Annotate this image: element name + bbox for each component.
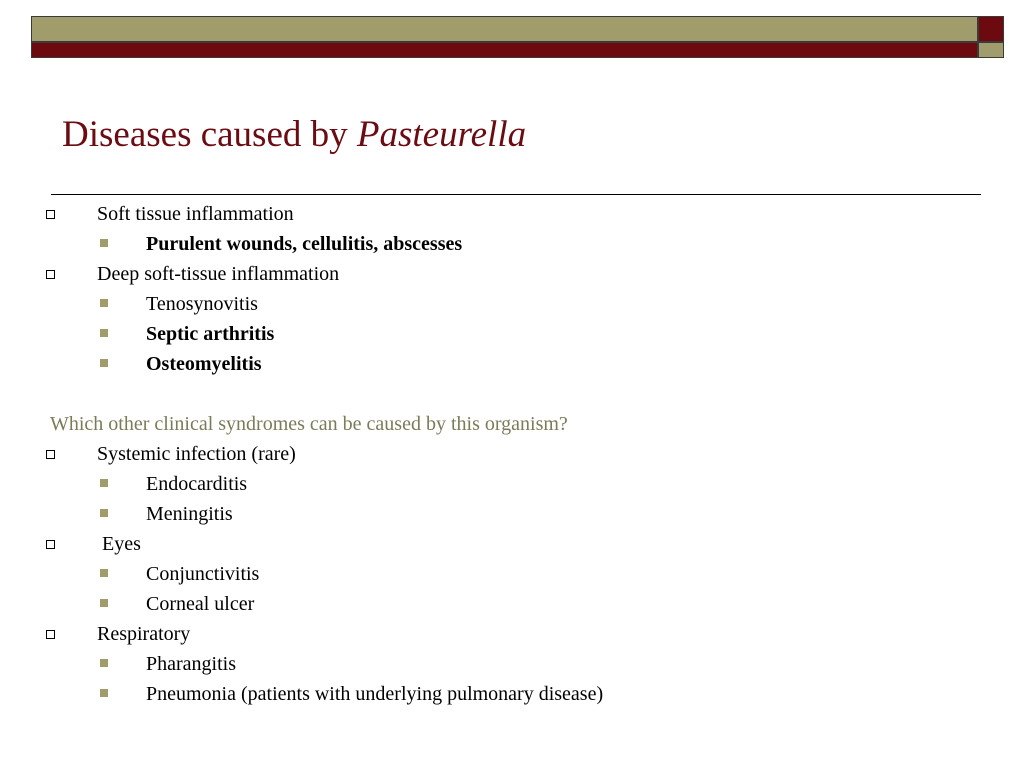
header-bar-olive bbox=[31, 16, 978, 42]
hollow-square-bullet-icon bbox=[46, 270, 55, 279]
header-square-olive bbox=[978, 42, 1004, 58]
header-bar-maroon bbox=[31, 42, 978, 58]
title-prefix: Diseases caused by bbox=[62, 114, 357, 155]
list-item: Corneal ulcer bbox=[146, 593, 255, 615]
hollow-square-bullet-icon bbox=[46, 630, 55, 639]
list-item: Septic arthritis bbox=[146, 323, 275, 345]
hollow-square-bullet-icon bbox=[46, 210, 55, 219]
filled-square-bullet-icon bbox=[100, 329, 108, 337]
list-item: Tenosynovitis bbox=[146, 293, 258, 315]
filled-square-bullet-icon bbox=[100, 569, 108, 577]
list-item: Soft tissue inflammation bbox=[97, 203, 294, 225]
list-item: Eyes bbox=[102, 533, 141, 555]
list-item: Deep soft-tissue inflammation bbox=[97, 263, 340, 285]
filled-square-bullet-icon bbox=[100, 479, 108, 487]
list-item: Systemic infection (rare) bbox=[97, 443, 296, 465]
filled-square-bullet-icon bbox=[100, 599, 108, 607]
hollow-square-bullet-icon bbox=[46, 450, 55, 459]
header-square-maroon bbox=[978, 16, 1004, 42]
list-item: Meningitis bbox=[146, 503, 233, 525]
filled-square-bullet-icon bbox=[100, 239, 108, 247]
hollow-square-bullet-icon bbox=[46, 540, 55, 549]
filled-square-bullet-icon bbox=[100, 299, 108, 307]
list-item: Osteomyelitis bbox=[146, 353, 262, 375]
title-genus: Pasteurella bbox=[356, 114, 527, 155]
list-item: Respiratory bbox=[97, 623, 191, 645]
list-item: Endocarditis bbox=[146, 473, 248, 495]
list-item: Pharangitis bbox=[146, 653, 236, 675]
filled-square-bullet-icon bbox=[100, 659, 108, 667]
filled-square-bullet-icon bbox=[100, 689, 108, 697]
title-divider bbox=[51, 194, 981, 195]
filled-square-bullet-icon bbox=[100, 359, 108, 367]
list-item: Purulent wounds, cellulitis, abscesses bbox=[146, 233, 463, 255]
list-item: Pneumonia (patients with underlying pulmonary disease) bbox=[146, 683, 604, 705]
list-item: Conjunctivitis bbox=[146, 563, 260, 585]
slide-title bbox=[62, 112, 526, 158]
filled-square-bullet-icon bbox=[100, 509, 108, 517]
question-text: Which other clinical syndromes can be caused by this organism? bbox=[50, 413, 568, 435]
